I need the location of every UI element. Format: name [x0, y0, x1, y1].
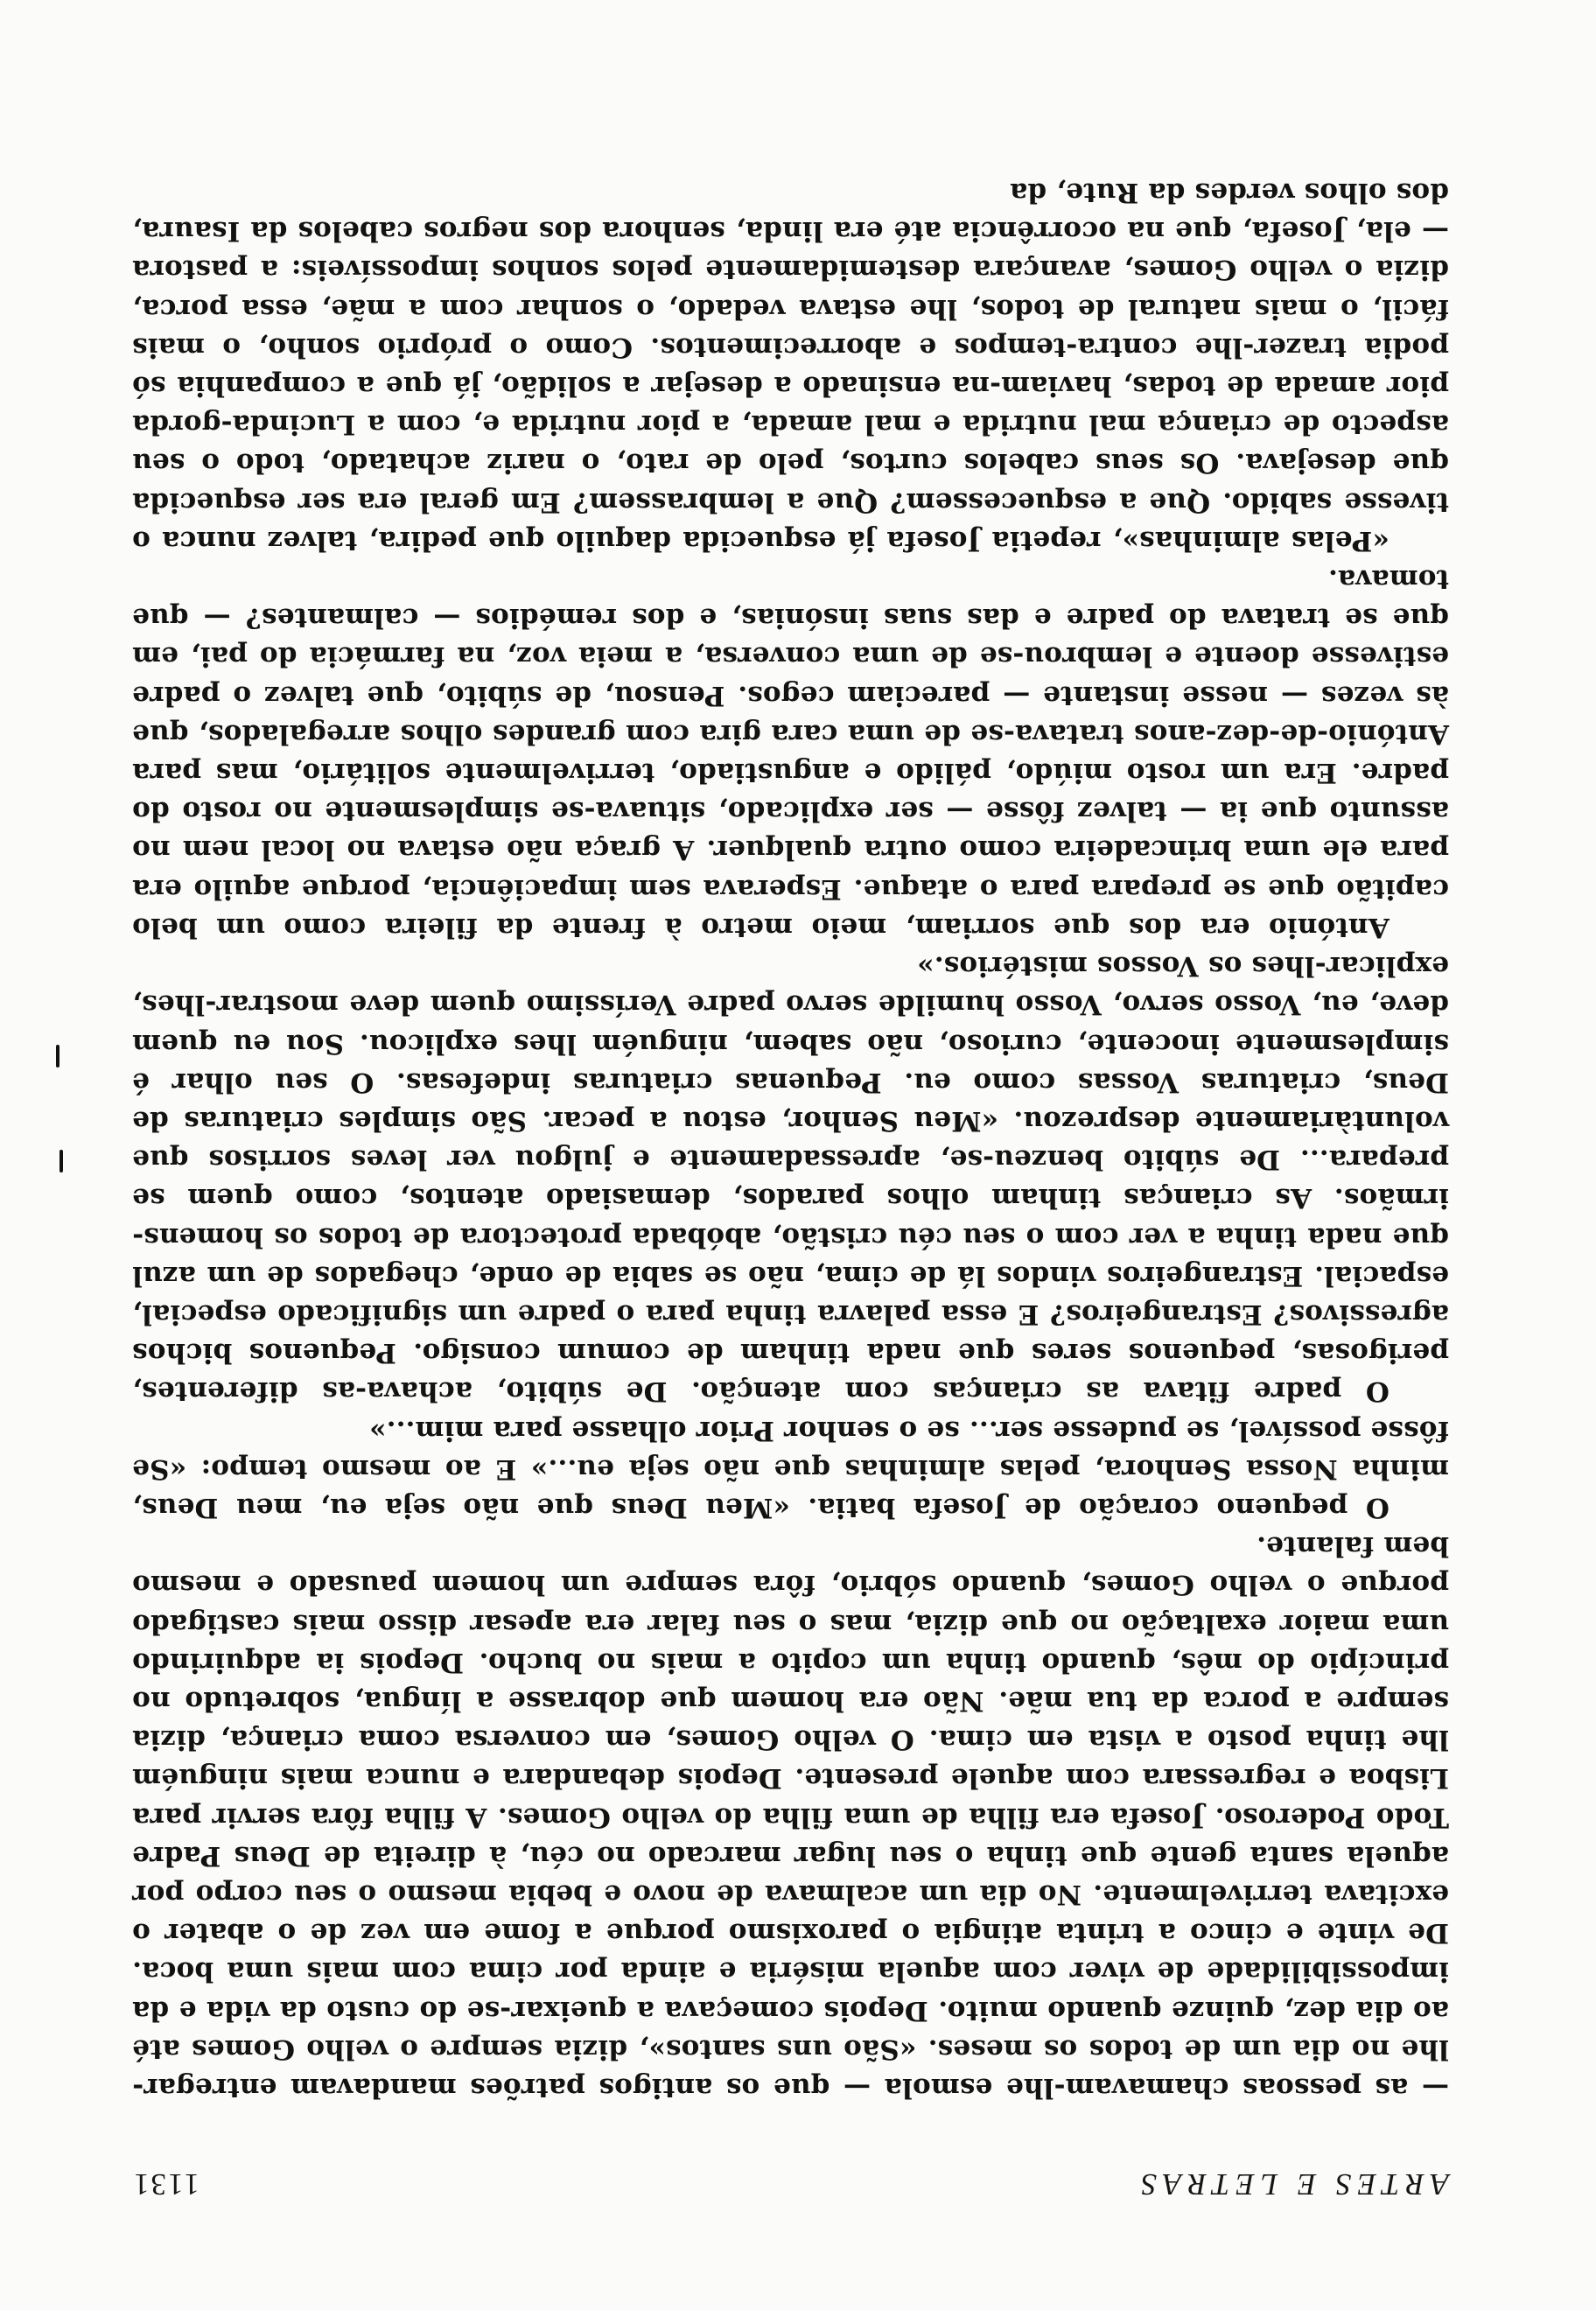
margin-mark	[56, 1045, 60, 1068]
paragraph: O pequeno coração de Josefa batia. «Meu Deus que não seja eu, meu Deus, minha Nossa Senhora, pelas alminhas que não seja eu...» E ao mesmo tempo: «Se fôsse possível, se pudesse ser... se o senhor Prior olhasse para mim...»	[132, 1414, 1449, 1523]
running-title: ARTES E LETRAS	[1135, 2167, 1449, 2202]
paragraph: O padre fitava as crianças com atenção. De súbito, achava-as diferentes, perigosas, pequenos seres que nada tinham de comum consigo. Pequenos bichos agressivos? Estrangeiros? E essa palavra tinha para o padre um significado especial, espacial. Estrangeiros vindos lá de cima, não se sabia de onde, chegados de um azul que nada tinha a ver com o seu céu cristão, abóbada protectora de todos os homens-irmãos. As crianças tinham olhos parados, demasiado atentos, como quem se prepara... De súbito benzeu-se, apressadamente e julgou ver leves sorrisos que voluntàriamente desprezou. «Meu Senhor, estou a pecar. São simples criaturas de Deus, criaturas Vossas como eu. Pequenas criaturas indefesas. O seu olhar é simplesmente inocente, curioso, não sabem, ninguém lhes explicou. Sou eu quem deve, eu, Vosso servo, Vosso humilde servo padre Veríssimo quem deve mostrar-lhes, explicar-lhes os Vossos mistérios.»	[132, 950, 1449, 1408]
page-number: 1131	[132, 2167, 200, 2202]
paragraph: «Pelas alminhas», repetia Josefa já esquecida daquilo que pedira, talvez nunca o tivesse sabido. Que a esquecessem? Que a lembrassem? Em geral era ser esquecida que desejava. Os seus cabelos curtos, pelo de rato, o nariz achatado, todo o seu aspecto de criança mal nutrida e mal amada, a pior nutrida e, com a Lucinda-gorda pior amada de todas, haviam-na ensinado a desejar a solidão, já que a companhia só podia trazer-lhe contra-tempos e aborrecimentos. Como o próprio sonho, o mais fácil, o mais natural de todos, lhe estava vedado, o sonhar com a mãe, essa porca, dizia o velho Gomes, avançara destemidamente pelos sonhos impossíveis: a pastora — ela, Josefa, que na ocorrência até era linda, senhora dos negros cabelos da Isaura, dos olhos verdes da Rute, da	[132, 177, 1449, 556]
running-header	[132, 2156, 1449, 2202]
paragraph: — as pessoas chamavam-lhe esmola — que os antigos patrões mandavam entregar-lhe no dia um de todos os meses. «São uns santos», dizia sempre o velho Gomes até ao dia dez, quinze quando muito. Depois começava a queixar-se do custo da vida e da impossibilidade de viver com aquela miséria e ainda por cima com mais uma boca. De vinte e cinco a trinta atingia o paroxismo porque a fome em vez de o abater o excitava terrivelmente. No dia um acalmava de novo e bebia mesmo o seu corpo por aquela santa gente que tinha o seu lugar marcado no céu, à direita de Deus Padre Todo Poderoso. Josefa era filha de uma filha do velho Gomes. A filha fôra servir para Lisboa e regressara com aquele presente. Depois debandara e nunca mais ninguém lhe tinha posto a vista em cima. O velho Gomes, em conversa coma criança, dizia sempre a porca da tua mãe. Não era homem que dobrasse a língua, sobretudo no princípio do mês, quando tinha um copito a mais no bucho. Depois ia adquirindo uma maior exaltação no que dizia, mas o seu falar era apesar disso mais castigado porque o velho Gomes, quando sóbrio, fôra sempre um homem pausado e mesmo bem falante.	[132, 1530, 1449, 2104]
margin-mark	[60, 1150, 63, 1172]
paragraph: António era dos que sorriam, meio metro à frente da fileira como um belo capitão que se prepara para o ataque. Esperava sem impaciência, porque aquilo era para ele uma brincadeira como outra qualquer. A graça não estava no local nem no assunto que ia — talvez fôsse — ser explicado, situava-se simplesmente no rosto do padre. Era um rosto miúdo, pálido e angustiado, terrivelmente solitário, mas para António-de-dez-anos tratava-se de uma cara gira com grandes olhos arregalados, que às vezes — nesse instante — pareciam cegos. Pensou, de súbito, que talvez o padre estivesse doente e lembrou-se de uma conversa, a meia voz, na farmácia do pai, em que se tratava do padre e das suas insónias, e dos remédios — calmantes? — que tomava.	[132, 564, 1449, 943]
body-text	[132, 173, 1449, 2107]
